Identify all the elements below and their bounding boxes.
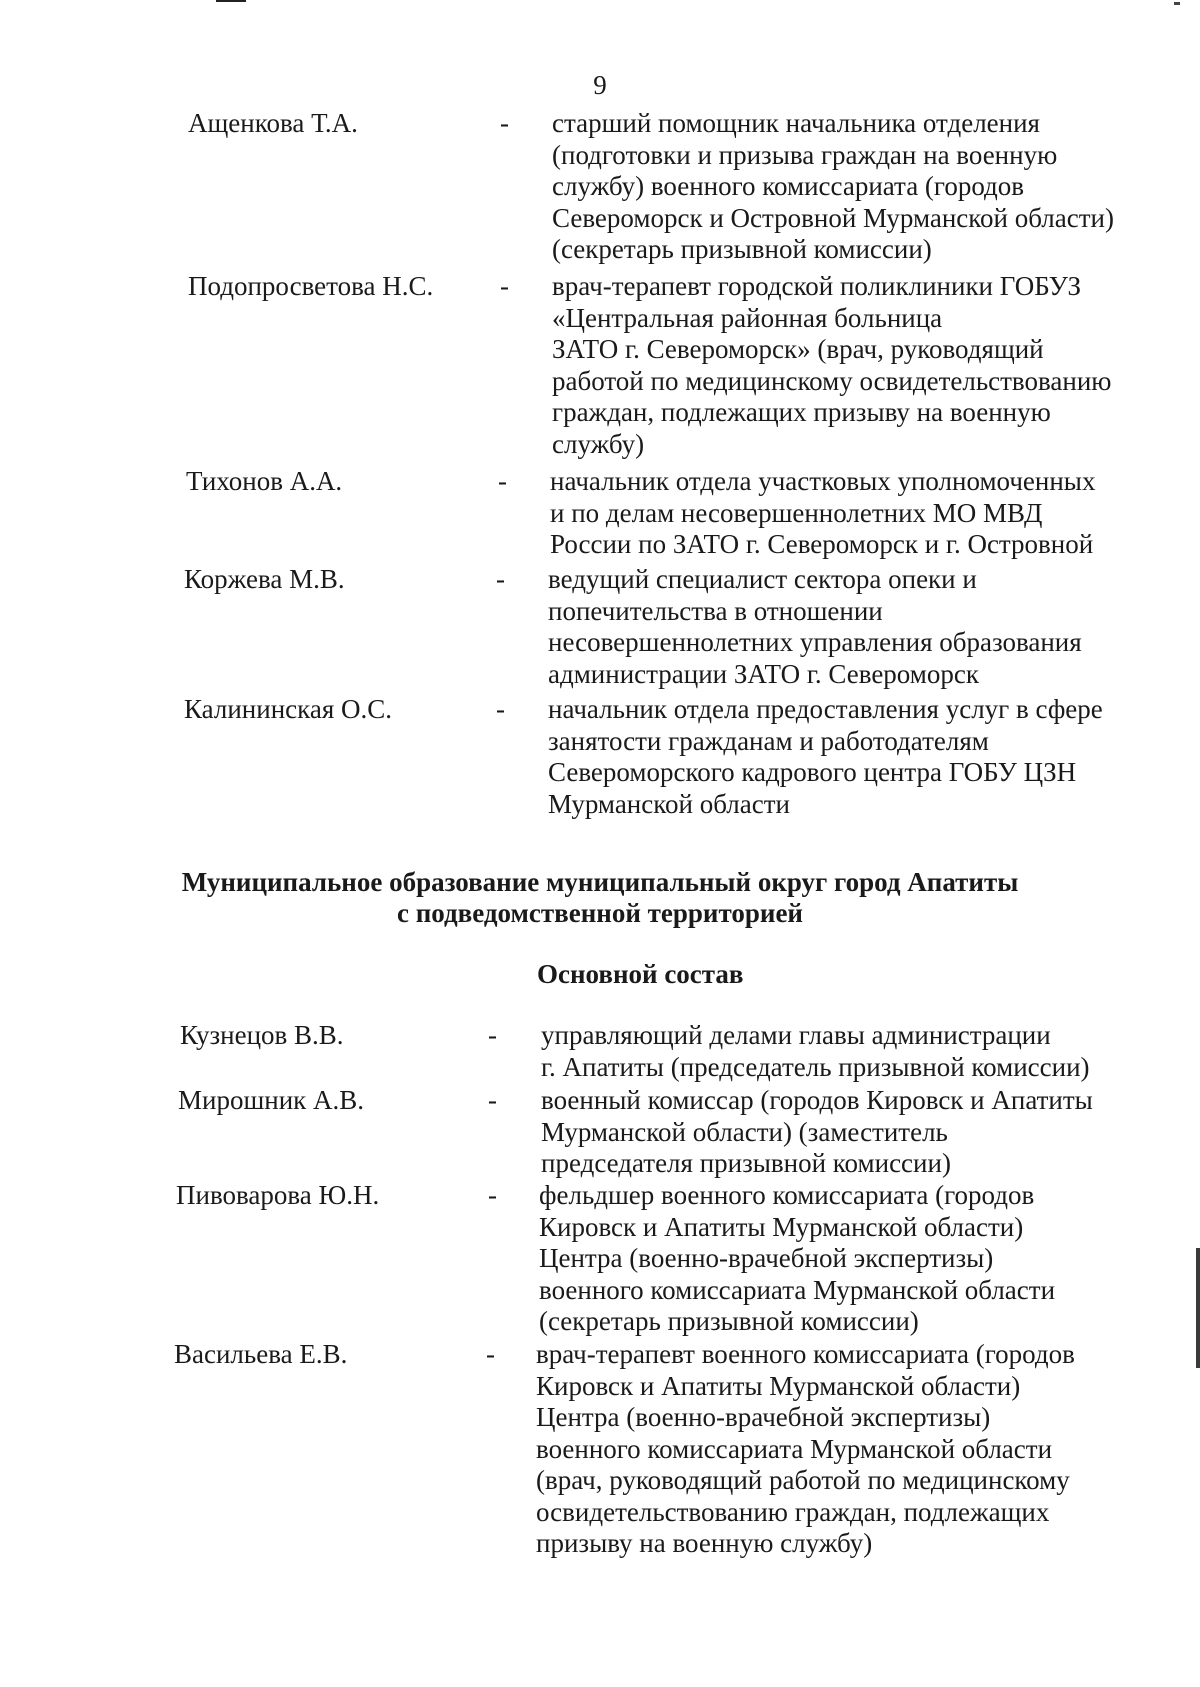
member-role: врач-терапевт военного комиссариата (городов Кировск и Апатиты Мурманской области) Центра (военно-врачебной экспертизы) военного комиссариата Мурманской области (врач, руководящий работой по медицинскому освидетельствованию граждан, подлежащих призыву на военную службу) xyxy=(536,1339,1075,1558)
member-name: Подопросветова Н.С. xyxy=(188,271,434,301)
separator-dash: - xyxy=(488,1020,497,1050)
member-role: управляющий делами главы администрации г. Апатиты (председатель призывной комиссии) xyxy=(541,1020,1090,1082)
separator-dash: - xyxy=(496,694,505,724)
member-role: начальник отдела предоставления услуг в сфере занятости гражданам и работодателям Североморского кадрового центра ГОБУ ЦЗН Мурманской области xyxy=(548,694,1103,819)
separator-dash: - xyxy=(500,108,509,138)
separator-dash: - xyxy=(498,466,507,496)
member-name: Кузнецов В.В. xyxy=(180,1020,344,1050)
member-name: Васильева Е.В. xyxy=(174,1339,348,1369)
member-name: Калининская О.С. xyxy=(184,694,392,724)
scan-artifact xyxy=(1174,2,1180,5)
separator-dash: - xyxy=(486,1339,495,1369)
member-role: фельдшер военного комиссариата (городов Кировск и Апатиты Мурманской области) Центра (военно-врачебной экспертизы) военного комиссариата Мурманской области (секретарь призывной комиссии) xyxy=(539,1180,1056,1336)
scan-artifact xyxy=(216,0,246,2)
section-heading: Муниципальное образование муниципальный округ город Апатиты xyxy=(181,867,1019,897)
member-name: Ащенкова Т.А. xyxy=(188,108,358,138)
member-name: Коржева М.В. xyxy=(184,564,345,594)
separator-dash: - xyxy=(500,271,509,301)
page-number: 9 xyxy=(593,70,607,100)
member-role: старший помощник начальника отделения (подготовки и призыва граждан на военную службу) военного комиссариата (городов Североморск и Островной Мурманской области) (секретарь призывной комиссии) xyxy=(552,108,1114,264)
member-name: Пивоварова Ю.Н. xyxy=(176,1180,380,1210)
member-role: врач-терапевт городской поликлиники ГОБУЗ «Центральная районная больница ЗАТО г. Североморск» (врач, руководящий работой по медицинскому освидетельствованию граждан, подлежащих призыву на военную службу) xyxy=(552,271,1112,459)
member-role: военный комиссар (городов Кировск и Апатиты Мурманской области) (заместитель председателя призывной комиссии) xyxy=(541,1085,1093,1178)
section-heading-continued: с подведомственной территорией xyxy=(396,898,803,928)
member-role: начальник отдела участковых уполномоченных и по делам несовершеннолетних МО МВД России по ЗАТО г. Североморск и г. Островной xyxy=(550,466,1096,559)
member-role: ведущий специалист сектора опеки и попечительства в отношении несовершеннолетних управления образования администрации ЗАТО г. Североморск xyxy=(548,564,1082,689)
member-name: Мирошник А.В. xyxy=(178,1085,365,1115)
composition-title: Основной состав xyxy=(537,959,744,989)
member-name: Тихонов А.А. xyxy=(186,466,343,496)
separator-dash: - xyxy=(496,564,505,594)
separator-dash: - xyxy=(488,1180,497,1210)
separator-dash: - xyxy=(488,1085,497,1115)
scan-edge-artifact xyxy=(1196,1248,1200,1368)
